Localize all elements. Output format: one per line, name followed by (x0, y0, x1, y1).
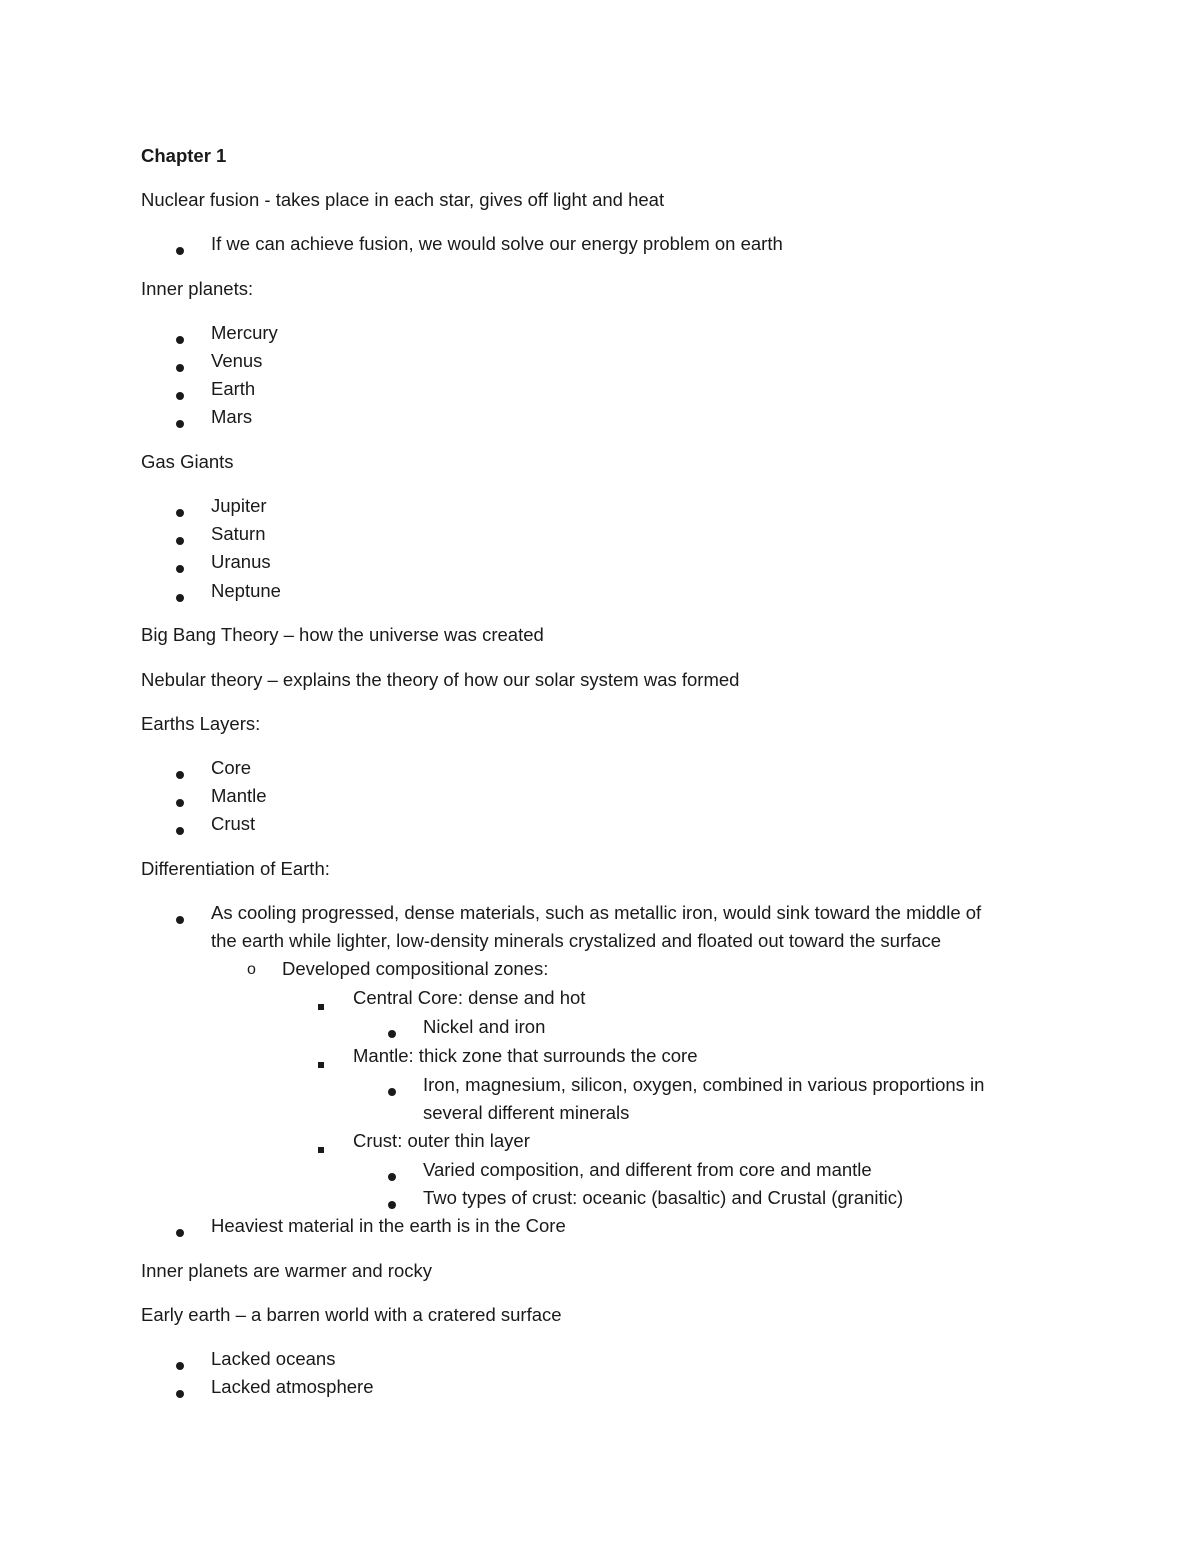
section-heading-earth-layers: Earths Layers: (141, 713, 261, 734)
list-item: Venus (211, 350, 263, 371)
list-item: Earth (211, 378, 256, 399)
list-item: Heaviest material in the earth is in the Core (211, 1215, 566, 1236)
bullet-dot (176, 502, 184, 521)
bullet-dot (176, 1383, 184, 1402)
bullet-dot (176, 385, 184, 404)
list-item: Lacked atmosphere (211, 1376, 374, 1397)
bullet-dot (176, 1222, 184, 1241)
nebular-text: Nebular theory – explains the theory of how our solar system was formed (141, 669, 740, 690)
list-item: Crust (211, 813, 256, 834)
bullet-dot (176, 530, 184, 549)
bullet-dot (176, 558, 184, 577)
page-title: Chapter 1 (141, 145, 227, 166)
list-item: Two types of crust: oceanic (basaltic) and Crustal (granitic) (423, 1187, 904, 1208)
bullet-dot (176, 357, 184, 376)
bullet-dot (176, 792, 184, 811)
bullet-dot (176, 820, 184, 839)
fusion-text: Nuclear fusion - takes place in each star, gives off light and heat (141, 189, 665, 210)
inner-planets-note: Inner planets are warmer and rocky (141, 1260, 432, 1281)
bullet-dot (388, 1166, 396, 1185)
list-item: If we can achieve fusion, we would solve our energy problem on earth (211, 233, 783, 254)
bullet-square (318, 995, 324, 1014)
bullet-dot (388, 1081, 396, 1100)
list-item: Mantle: thick zone that surrounds the core (353, 1045, 698, 1066)
bullet-square (318, 1138, 324, 1157)
bullet-dot (176, 240, 184, 259)
bullet-dot (176, 764, 184, 783)
bullet-circle: o (247, 961, 256, 978)
list-item: Crust: outer thin layer (353, 1130, 530, 1151)
list-item: Neptune (211, 580, 281, 601)
bullet-dot (388, 1023, 396, 1042)
list-item: Developed compositional zones: (282, 958, 549, 979)
bullet-dot (176, 1355, 184, 1374)
list-item: Uranus (211, 551, 271, 572)
section-heading-gas-giants: Gas Giants (141, 451, 234, 472)
list-item: Central Core: dense and hot (353, 987, 586, 1008)
list-item: Mercury (211, 322, 278, 343)
list-item: As cooling progressed, dense materials, such as metallic iron, would sink toward the middle of (211, 902, 982, 923)
bullet-square (318, 1053, 324, 1072)
list-item: Mars (211, 406, 253, 427)
list-item-continuation: several different minerals (423, 1102, 630, 1123)
bullet-dot (176, 587, 184, 606)
list-item: Lacked oceans (211, 1348, 336, 1369)
big-bang-text: Big Bang Theory – how the universe was created (141, 624, 544, 645)
section-heading-differentiation: Differentiation of Earth: (141, 858, 330, 879)
bullet-dot (176, 413, 184, 432)
section-heading-inner-planets: Inner planets: (141, 278, 254, 299)
list-item-continuation: the earth while lighter, low-density minerals crystalized and floated out toward the surface (211, 930, 942, 951)
list-item: Iron, magnesium, silicon, oxygen, combined in various proportions in (423, 1074, 985, 1095)
list-item: Nickel and iron (423, 1016, 546, 1037)
list-item: Jupiter (211, 495, 267, 516)
bullet-dot (388, 1194, 396, 1213)
list-item: Core (211, 757, 252, 778)
bullet-dot (176, 329, 184, 348)
list-item: Saturn (211, 523, 266, 544)
bullet-dot (176, 909, 184, 928)
early-earth-text: Early earth – a barren world with a cratered surface (141, 1304, 562, 1325)
list-item: Mantle (211, 785, 267, 806)
list-item: Varied composition, and different from core and mantle (423, 1159, 872, 1180)
